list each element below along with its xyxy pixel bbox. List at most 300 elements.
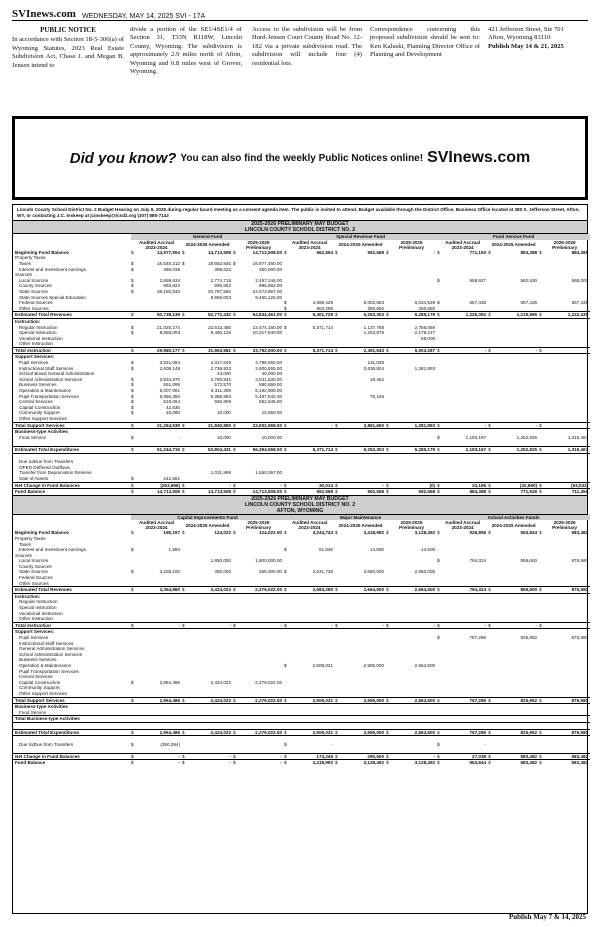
t2-row-label: Other Support Services [19, 690, 67, 696]
t2-dollar-sign: $ [386, 753, 392, 760]
t2-row-label: Pupil Services [19, 635, 49, 640]
t1-value: 5,311,309 [210, 388, 231, 394]
t1-row-label: Interest and Investment earnings [19, 266, 86, 272]
t1-value: (263,996) [137, 482, 182, 489]
t1-row-label: Estimated Total Revenues [13, 312, 131, 319]
t1-row-label: County Sources [19, 283, 52, 289]
t1-dollar-sign: $ [539, 446, 545, 453]
t1-value: 5,007,991 [159, 388, 180, 394]
t2-value [137, 722, 182, 729]
t1-value: 2,756,069 [414, 324, 436, 330]
t2-row-label: Property Taxes [15, 535, 46, 541]
t1-dollar-sign: $ [386, 482, 392, 489]
t1-dollar-sign: $ [131, 376, 134, 382]
t2-value: 3,128,492 [414, 530, 436, 536]
t1-dollar-sign: $ [437, 489, 440, 495]
t2-dollar-sign: $ [131, 729, 137, 736]
t2-dollar-sign: $ [437, 760, 440, 766]
t1-value: 884,388 [469, 489, 487, 495]
t1-value: 40,000.00 [261, 371, 283, 377]
t1-value: 28,150,533 [157, 288, 180, 294]
t1-value: 5,401,728 [290, 312, 335, 319]
t1-dollar-sign: $ [131, 283, 134, 289]
t1-value: 6,253,303 [341, 312, 386, 319]
t1-value: 2,659,634 [159, 277, 180, 283]
t2-value: 2,955,000 [341, 729, 386, 736]
t1-dollar-sign: $ [131, 266, 134, 272]
t2-colhdr: Audited Accrual 2023-2024 [445, 520, 481, 531]
t1-value: 14,713,508.00 [252, 249, 283, 255]
t2-row [13, 622, 590, 629]
t1-dollar-sign: $ [437, 277, 440, 283]
t2-value: 2,664,500 [341, 587, 386, 594]
t2-value: 2,955,000 [341, 697, 386, 704]
t1-value: 5,371,714 [312, 324, 334, 330]
t1-value: 6,034,529 [414, 300, 436, 306]
t1-colhdr: 2025-2026 Preliminary [399, 239, 425, 250]
t1-value: 2,497,246.00 [255, 277, 283, 283]
t1-value: 51,244,716 [137, 446, 182, 453]
t1-value: 14,713,508 [208, 249, 231, 255]
t2-value: 876,580 [545, 697, 590, 704]
t2-value: 825,962 [520, 635, 538, 640]
t2-value: 174,249 [290, 753, 335, 760]
t2-value: - [443, 622, 488, 629]
t1-value: 31,963,581 [188, 347, 233, 354]
t2-value: 3,354,880 [137, 587, 182, 594]
t2-value: - [239, 622, 284, 629]
t2-value: 794,324 [469, 558, 487, 564]
t1-value: 884,388 [520, 249, 538, 255]
t2-value: 583,482 [520, 760, 538, 766]
t1-value: 1,252,825 [494, 446, 539, 453]
t2-value: 195,197 [163, 530, 180, 536]
t2-row-label: Support Services: [15, 629, 55, 635]
t1-dollar-sign: $ [233, 312, 239, 319]
t2-row-label: Other Instruction [19, 616, 53, 622]
t1-value: - [239, 482, 284, 489]
t2-dollar-sign: $ [284, 569, 287, 575]
page-header [12, 6, 588, 21]
t2-row-label: Due to/Due from Transfers [19, 741, 74, 747]
t2-value: 767,286 [469, 635, 487, 640]
t1-value: 10,000 [216, 410, 231, 416]
t1-row-label: Pupil Services [19, 360, 49, 366]
t1-row-label: State Sources [19, 288, 48, 294]
t2-fund-1: Major Maintenance [284, 515, 437, 521]
t2-value: 27,038 [443, 753, 488, 760]
t2-value: - [392, 622, 437, 629]
t1-dollar-sign: $ [488, 446, 494, 453]
t1-dollar-sign: $ [488, 422, 494, 429]
t2-row-label: County Sources [19, 563, 52, 569]
t1-fund-0: General Fund [131, 234, 284, 240]
t1-dollar-sign: $ [284, 482, 290, 489]
t1-value: 1,315,467 [567, 434, 589, 440]
t1-dollar-sign: $ [131, 382, 134, 388]
t2-value: - [188, 622, 233, 629]
t1-row-label: State Sources Special Education [19, 294, 86, 300]
t2-dollar-sign: $ [488, 753, 494, 760]
t2-dollar-sign: $ [182, 697, 188, 704]
t1-colhdr: Audited Accrual 2023-2024 [445, 239, 481, 250]
t2-value: 855,600 [494, 587, 539, 594]
t1-value: 551,095 [163, 382, 180, 388]
t2-value: 583,482 [545, 753, 590, 760]
t1-dollar-sign: $ [386, 347, 392, 354]
t1-value: 565,000 [571, 277, 589, 283]
t2-row-label [13, 722, 131, 729]
t2-value: 124,022 [214, 530, 231, 536]
t1-value: - [433, 249, 436, 255]
t1-row-label: Other Instruction [19, 341, 53, 347]
t1-value: 18,548,212 [157, 260, 180, 266]
t2-hdr-blank [13, 520, 131, 530]
t1-value: 2,609,149 [159, 365, 180, 371]
t1-dollar-sign: $ [284, 312, 290, 319]
t2-dollar-sign: $ [335, 587, 341, 594]
t1-row [13, 446, 590, 453]
t2-row-label: Local Sources [19, 558, 49, 564]
t1-value: 52,772,432 [188, 312, 233, 319]
t2-value: 3,244,743 [312, 530, 333, 536]
t1-dollar-sign: $ [335, 489, 338, 495]
t1-value: 15,090 [165, 410, 180, 416]
t1-row [13, 347, 590, 354]
t1-value: 616,064 [163, 399, 180, 405]
t1-dollar-sign: $ [335, 422, 341, 429]
band2-line-a: 2025-2026 PRELIMINARY MAY BUDGET [251, 495, 349, 502]
t2-value [188, 722, 233, 729]
t2-value: 51,545 [318, 547, 333, 553]
t1-value: 5,003,287 [392, 347, 437, 354]
t2-colhdr: 2024-2025 Amended [185, 522, 230, 528]
t1-value: 562,554 [316, 249, 334, 255]
t2-dollar-sign: $ [284, 697, 290, 704]
t1-row-label: Business-type Activities [15, 429, 68, 435]
t1-value: - [545, 347, 590, 354]
t1-dollar-sign: $ [488, 249, 491, 255]
t1-dollar-sign: $ [233, 489, 236, 495]
t1-value: (93,032) [545, 482, 590, 489]
t1-value: - [341, 482, 386, 489]
t2-value: 1,850,000 [210, 558, 231, 564]
t2-value: 855,600 [520, 558, 538, 564]
t1-value: 657,435 [571, 300, 589, 306]
t2-value: 2,650,000 [414, 569, 436, 575]
t1-dollar-sign: $ [131, 288, 134, 294]
t1-dollar-sign: $ [437, 434, 440, 440]
t1-value: 29,980,177 [137, 347, 182, 354]
t2-dollar-sign: $ [539, 530, 542, 536]
t1-row-label: Instructional Staff Services [19, 365, 74, 371]
t2-row-label: Regular Instruction [19, 599, 58, 605]
t2-value [341, 722, 386, 729]
t1-value: 53,804,431 [188, 446, 233, 453]
t2-value: 526,806 [469, 530, 487, 536]
t2-row-label: Community Support [19, 685, 60, 691]
t1-value: 385,038 [163, 266, 180, 272]
t2-row-label: Taxes [19, 541, 31, 547]
t2-value: 255,000.00 [259, 569, 282, 575]
t1-dollar-sign: $ [488, 489, 491, 495]
t1-dollar-sign: $ [284, 422, 290, 429]
t1-dollar-sign: $ [131, 260, 134, 266]
t2-dollar-sign: $ [284, 753, 290, 760]
t2-value [494, 716, 539, 723]
t1-row-label: OPED Deffered Outflows [19, 464, 70, 470]
t1-dollar-sign: $ [437, 422, 443, 429]
t1-value: 6,285,179 [392, 312, 437, 319]
t2-value: 3,158,100 [159, 569, 180, 575]
t2-dollar-sign: $ [437, 729, 443, 736]
t1-value: - [545, 422, 590, 429]
t2-row [13, 729, 590, 736]
t1-dollar-sign: $ [131, 365, 134, 371]
t2-value: 825,962 [494, 729, 539, 736]
t2-row-label: Central Services [19, 674, 53, 680]
t1-row-label: Total Support Services [13, 422, 131, 429]
t2-value [188, 716, 233, 723]
t2-dollar-sign: $ [131, 569, 134, 575]
t2-dollar-sign: $ [437, 753, 443, 760]
t2-row [13, 753, 590, 760]
t2-dollar-sign: $ [386, 729, 392, 736]
t1-value: 3,921,084 [159, 360, 180, 366]
t1-row-label: Sale of Assets [19, 475, 49, 481]
t2-dollar-sign: $ [233, 530, 236, 536]
t2-value: 290,500 [341, 753, 386, 760]
t1-value: 56,394,558.00 [239, 446, 284, 453]
t2-dollar-sign: $ [335, 760, 338, 766]
t2-dollar-sign: $ [284, 587, 290, 594]
public-notice [12, 26, 588, 106]
t1-value: 42,536 [165, 404, 180, 410]
t1-value: 24,573,967.00 [252, 288, 283, 294]
t1-value: - [178, 434, 180, 440]
t2-value: 2,424,022 [210, 679, 231, 685]
t1-value: 1,281,893 [414, 365, 436, 371]
t2-dollar-sign: $ [131, 760, 134, 766]
t1-dollar-sign: $ [131, 410, 134, 416]
date-line: WEDNESDAY, MAY 14, 2025 SVI - 17A [82, 13, 206, 20]
t1-colhdr: 2025-2026 Preliminary [246, 239, 272, 250]
t1-row-label: Taxes [19, 260, 31, 266]
t2-dollar-sign: $ [131, 697, 137, 704]
notice-text-1: In accordance with Section 18-5-306(a) of Wyoming Statutes, 2023 Real Estate Subdivision Act, Chase J. and Megan B. Jensen intend to [12, 36, 124, 69]
t1-dollar-sign: $ [284, 249, 287, 255]
t2-row [13, 697, 590, 704]
t1-value: 995,662.00 [259, 283, 283, 289]
t2-dollar-sign: $ [182, 760, 185, 766]
t1-dollar-sign: $ [182, 312, 188, 319]
t2-row-label: Special Instruction [19, 605, 57, 611]
notice-col-4 [370, 26, 480, 60]
t1-dollar-sign: $ [131, 330, 134, 336]
t1-dollar-sign: $ [131, 482, 137, 489]
t2-value: - [239, 753, 284, 760]
t2-dollar-sign: $ [182, 753, 188, 760]
t2-value: - [494, 622, 539, 629]
t2-row-label: Total Business-type Activities [13, 716, 131, 723]
t2-dollar-sign: $ [131, 679, 134, 685]
notice-publish: Publish May 14 & 21, 2025 [488, 42, 564, 50]
t2-value: - [280, 760, 282, 766]
t1-colhdr: 2024-2025 Amended [185, 242, 230, 248]
t1-value: 1,031,999 [210, 470, 231, 476]
t1-value: 5,497,642.00 [255, 393, 283, 399]
t2-row-label: Fund Balance [15, 760, 46, 766]
t1-value: 771,193 [469, 249, 487, 255]
t1-dollar-sign: $ [437, 482, 443, 489]
t1-dollar-sign: $ [233, 347, 239, 354]
t2-colhdr: 2025-2026 Preliminary [245, 520, 272, 531]
t1-value: 14,713,508 [157, 489, 180, 495]
t1-value: 592,568 [316, 489, 334, 495]
promo-site[interactable]: SVInews.com [427, 149, 531, 166]
t2-dollar-sign: $ [488, 760, 491, 766]
t1-dollar-sign: $ [284, 305, 287, 311]
t2-dollar-sign: $ [488, 729, 494, 736]
t2-row-label: Business-type Activities [15, 704, 68, 710]
t2-value: 2,424,022 [188, 587, 233, 594]
t2-value [443, 722, 488, 729]
t1-fund-1: Special Revenue Fund [284, 234, 437, 240]
t1-value: 1,253,875 [363, 330, 385, 336]
t2-dollar-sign: $ [488, 587, 494, 594]
notice-col-5 [488, 26, 588, 51]
t2-value: 2,509,031 [312, 662, 333, 668]
t2-row-label: State Sources [19, 569, 48, 575]
t1-dollar-sign: $ [131, 360, 134, 366]
t2-row-label: Instruction: [15, 593, 41, 599]
t2-dollar-sign: $ [386, 530, 389, 536]
t1-value: - [290, 422, 335, 429]
t1-value: 2,179,217 [414, 330, 436, 336]
t2-value [545, 722, 590, 729]
promo-question: Did you know? [69, 149, 177, 167]
t2-value: 876,580 [571, 635, 589, 640]
t1-value: 657,435 [520, 300, 538, 306]
t1-row-label: Business Services [19, 382, 57, 388]
t1-value: 1,252,825 [516, 434, 538, 440]
t2-dollar-sign: $ [437, 741, 440, 747]
t1-value: 580,559.00 [259, 382, 283, 388]
t1-row-label: Net Change in Fund Balances [13, 482, 131, 489]
notice-col-3 [252, 26, 362, 68]
t2-value: - [484, 741, 487, 747]
t1-dollar-sign: $ [131, 347, 137, 354]
t1-dollar-sign: $ [233, 422, 239, 429]
t2-dollar-sign: $ [182, 530, 185, 536]
t1-row-label: Other Support Services [19, 416, 67, 421]
t2-row-label: Total Support Services [13, 697, 131, 704]
t2-value: 794,324 [443, 587, 488, 594]
t2-value: 876,580 [545, 587, 590, 594]
t2-dollar-sign: $ [335, 530, 338, 536]
t1-value: 131,025 [367, 360, 385, 366]
t2-value [545, 716, 590, 723]
t2-value: - [331, 741, 333, 747]
t2-dollar-sign: $ [539, 760, 542, 766]
t1-value: - [443, 347, 488, 354]
t1-row-label: Community Support [19, 410, 60, 416]
t1-value: 14,977,504 [157, 249, 180, 255]
t1-dollar-sign: $ [131, 446, 137, 453]
t2-fund-2: School Activities Funds [437, 515, 590, 521]
t2-value [239, 722, 284, 729]
t1-value: 8,955,003 [210, 294, 231, 300]
t2-dollar-sign: $ [335, 753, 341, 760]
budget-band-2 [13, 495, 587, 515]
t2-value: 553,844 [520, 530, 538, 536]
t2-value: 2,664,500 [392, 697, 437, 704]
t2-value: 14,500 [369, 547, 384, 553]
t1-dollar-sign: $ [539, 489, 542, 495]
t1-dollar-sign: $ [131, 399, 134, 405]
t1-col-header-row [13, 240, 590, 250]
t1-row-label: Federal Sources [19, 300, 53, 306]
t1-row-label: Due to/Due from Transfers [19, 459, 74, 465]
t1-colhdr: Audited Accrual 2023-2024 [138, 239, 175, 250]
t1-value: 993,822 [163, 283, 180, 289]
t2-dollar-sign: $ [539, 729, 545, 736]
budget-publish-line: Publish May 7 & 14, 2025 [508, 913, 586, 921]
t2-row-label: Food Service [19, 709, 47, 715]
t1-value: 242,581 [163, 475, 180, 481]
budget-table-1 [13, 234, 590, 495]
t1-value: 558,927 [469, 277, 487, 283]
t2-dollar-sign: $ [386, 622, 392, 629]
t1-value: 33,792,000.00 [239, 347, 284, 354]
t1-value: 2,774,718 [210, 277, 231, 283]
t2-dollar-sign: $ [233, 753, 239, 760]
t1-dollar-sign: $ [284, 347, 290, 354]
t1-dollar-sign: $ [335, 249, 338, 255]
t1-value: 1,137,768 [363, 324, 385, 330]
t1-row-label: Beginning Fund Balance [15, 249, 69, 255]
notice-addr-1: 421 Jefferson Street, Ste 701 [488, 26, 564, 33]
t1-row-label: Property Taxes [15, 255, 46, 261]
t2-value: 2,955,000 [363, 662, 384, 668]
t1-value: 4,317,645 [210, 360, 231, 366]
band2-line-b: LINCOLN COUNTY SCHOOL DISTRICT NO. 2 [244, 501, 356, 508]
t1-dollar-sign: $ [182, 347, 188, 354]
t1-value: - [494, 347, 539, 354]
t1-value: 75,249 [369, 393, 385, 399]
t1-row [13, 482, 590, 489]
t2-dollar-sign: $ [284, 662, 287, 668]
notice-title: PUBLIC NOTICE [40, 26, 96, 34]
t2-dollar-sign: $ [284, 741, 287, 747]
t1-row-label: Local Sources [19, 277, 49, 283]
t2-value: 1,900,000.00 [255, 558, 282, 564]
t1-value: 803,299 [316, 305, 334, 311]
t2-value: - [341, 622, 386, 629]
t1-value: 592,568 [367, 489, 385, 495]
t2-value: - [545, 622, 590, 629]
t2-value: 2,509,031 [290, 729, 335, 736]
t1-value: 562,530 [520, 277, 538, 283]
t2-dollar-sign: $ [182, 587, 188, 594]
band1-line-a: 2025-2026 PRELIMINARY MAY BUDGET [251, 221, 349, 228]
budget-band-1 [13, 220, 587, 234]
t1-value: (0) [392, 482, 437, 489]
t2-value: 2,664,500 [392, 587, 437, 594]
t2-row-label: General Administration Services [19, 646, 85, 652]
t1-row-label: Total Instruction [13, 347, 131, 354]
t1-row-label: Pupil Transportation Services [19, 393, 79, 399]
